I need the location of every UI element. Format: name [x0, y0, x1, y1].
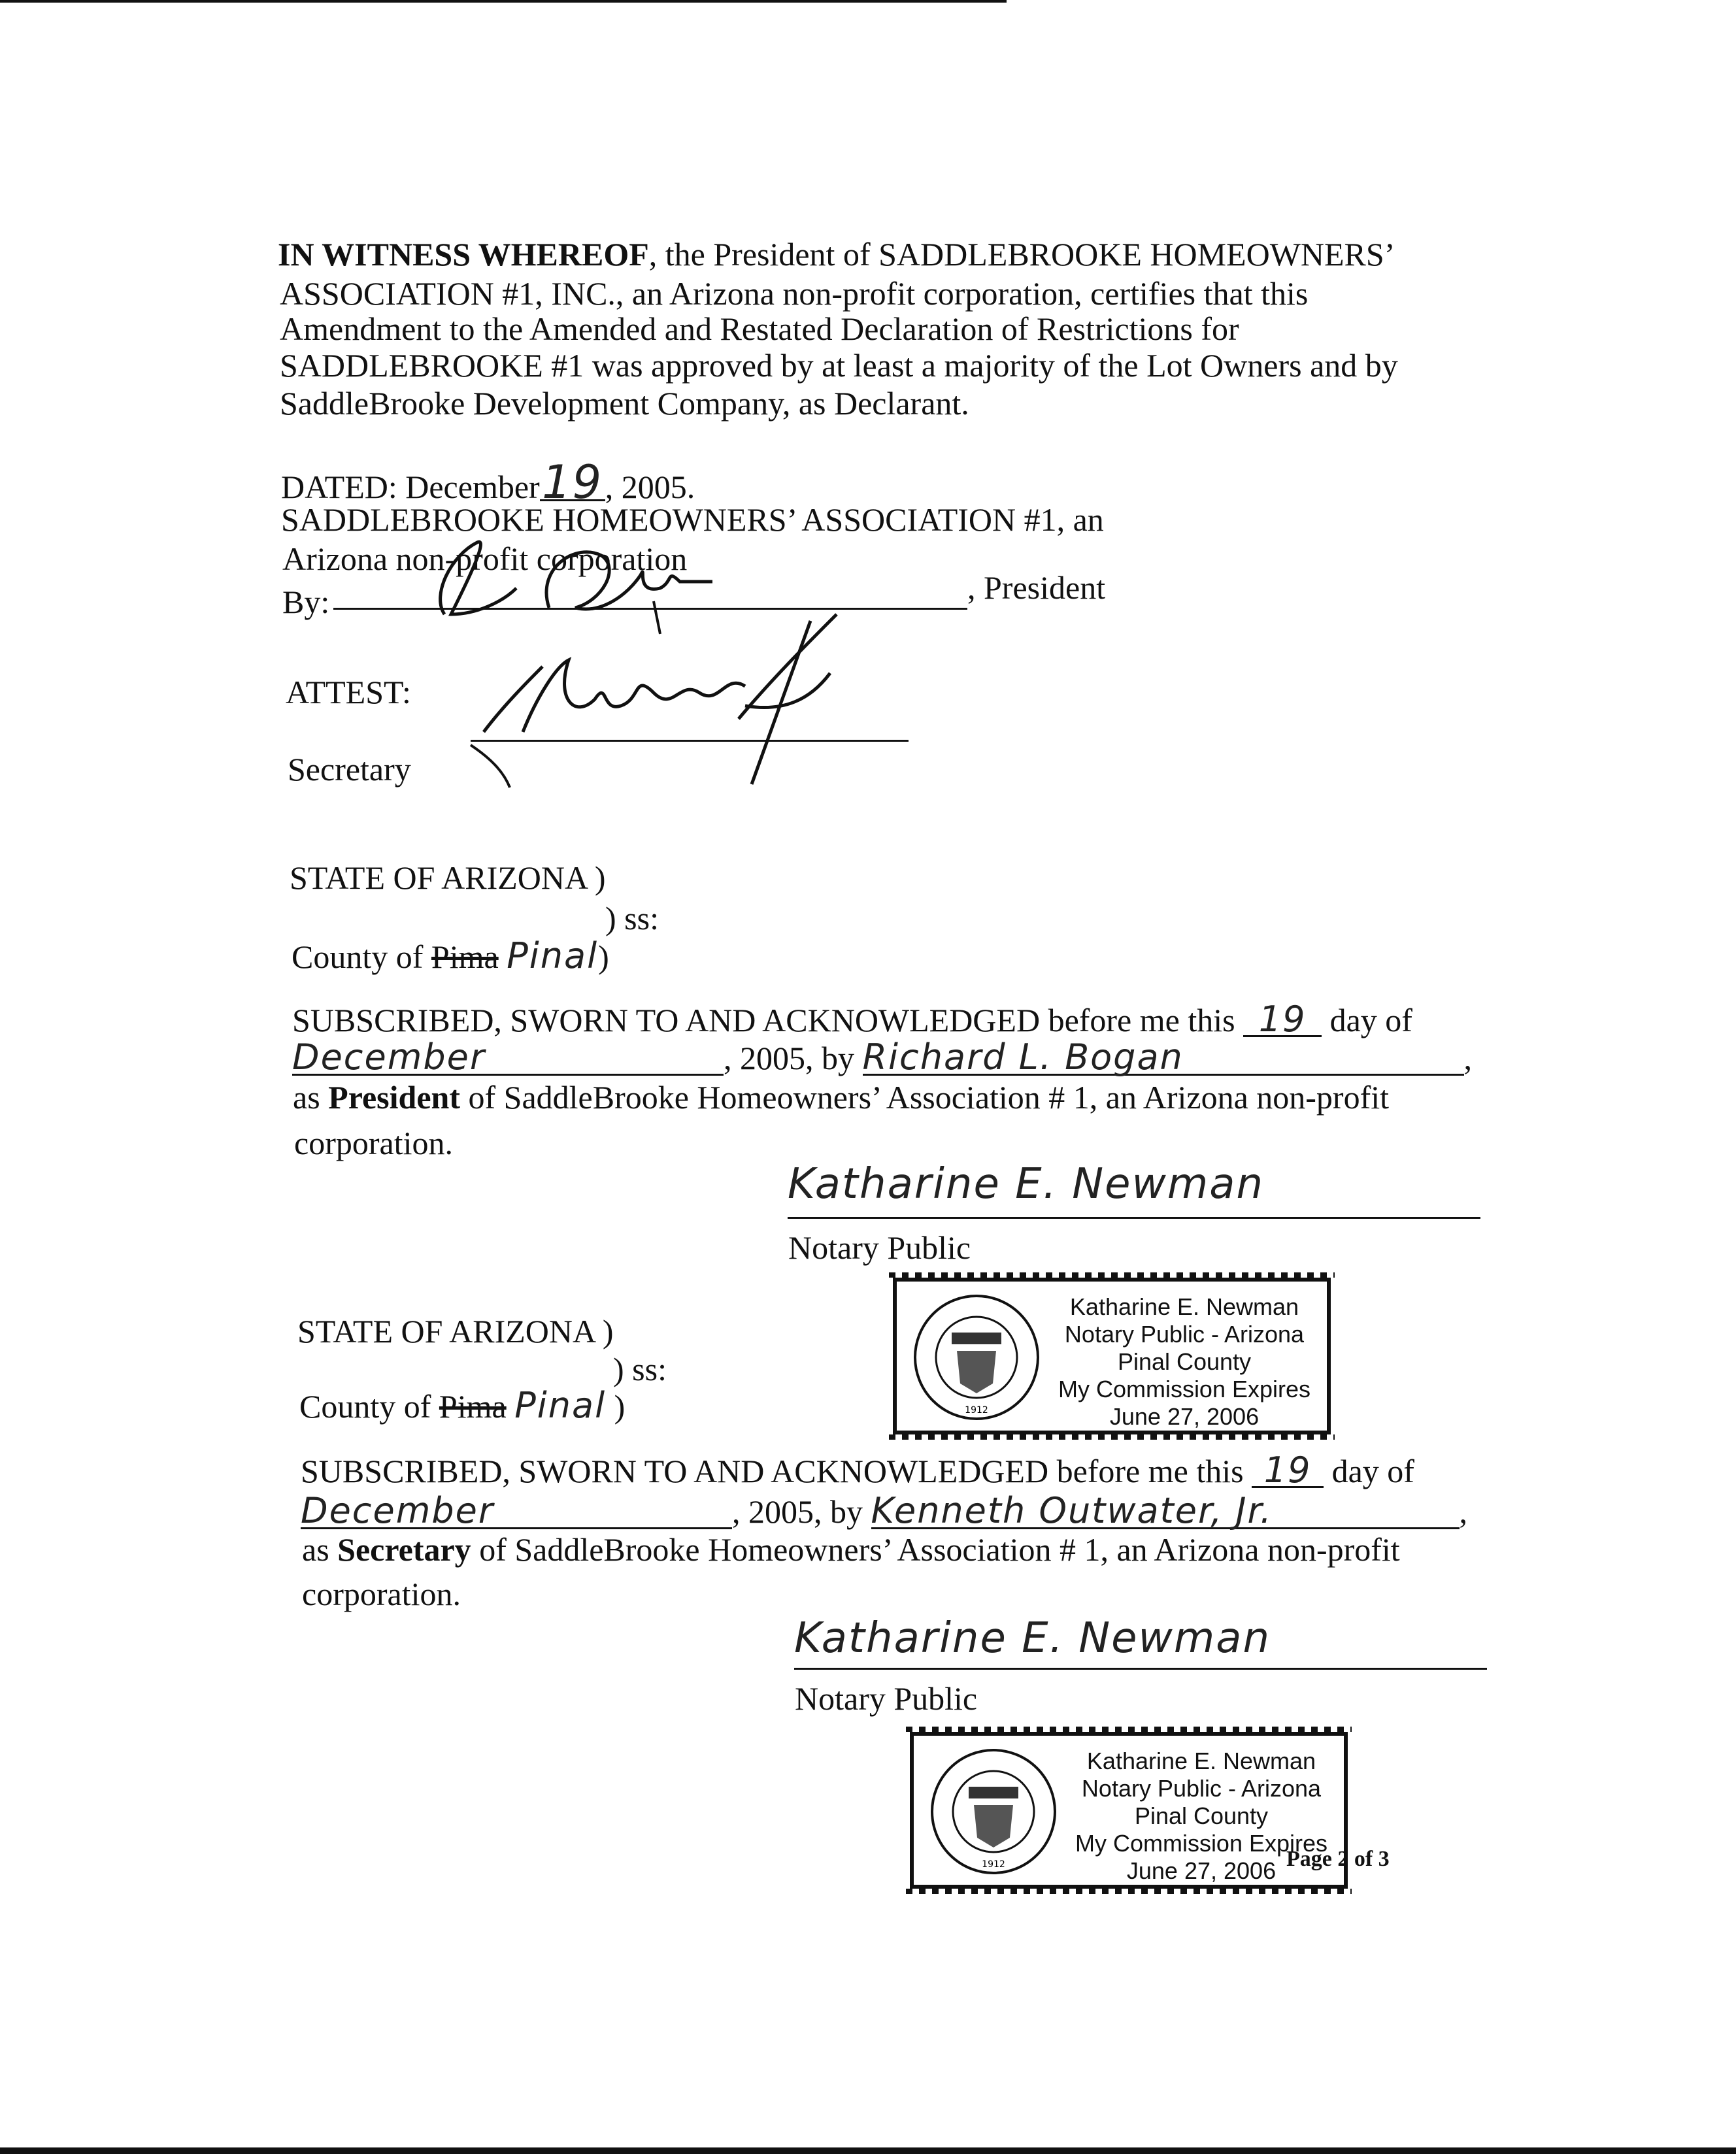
- notary-seal-2: [910, 1732, 1348, 1889]
- notary-seal-1: [893, 1278, 1331, 1434]
- notary2-signature-line: [794, 1668, 1487, 1670]
- notary2-signature: Katharine E. Newman: [794, 1614, 1271, 1663]
- notary2-month-line: December , 2005, by Kenneth Outwater, Jr. ,: [301, 1490, 1467, 1531]
- notary2-ss: ) ss:: [613, 1351, 667, 1387]
- notary2-county-struck: Pima: [439, 1388, 507, 1425]
- president-label: , President: [967, 569, 1106, 606]
- seal2-name: Katharine E. Newman: [1086, 1748, 1316, 1774]
- notary2-name-handwritten: Kenneth Outwater, Jr.: [871, 1495, 1460, 1529]
- assoc-line-2: Arizona non-profit corporation: [282, 540, 688, 577]
- dated-line: DATED: December19, 2005.: [281, 456, 695, 509]
- witness-line-4: SADDLEBROOKE #1 was approved by at least a majority of the Lot Owners and by: [280, 347, 1398, 384]
- notary1-ss: ) ss:: [605, 900, 659, 936]
- notary1-role: President: [328, 1079, 460, 1116]
- seal2-expires: June 27, 2006: [1126, 1857, 1277, 1884]
- notary1-county: County of Pima Pinal): [292, 935, 609, 976]
- seal2-county: Pinal County: [1134, 1802, 1269, 1829]
- notary2-county-handwritten: Pinal: [514, 1385, 607, 1426]
- attest-label: ATTEST:: [286, 674, 411, 710]
- notary1-as-line: as President of SaddleBrooke Homeowners’ Association # 1, an Arizona non-profit: [293, 1079, 1389, 1116]
- notary1-county-struck: Pima: [431, 938, 499, 975]
- notary2-day-handwritten: 19: [1252, 1455, 1324, 1488]
- seal2-commission: My Commission Expires: [1075, 1830, 1328, 1857]
- seal1-commission: My Commission Expires: [1058, 1376, 1311, 1402]
- scan-edge-top: [0, 0, 1007, 3]
- seal1-county: Pinal County: [1117, 1348, 1252, 1375]
- notary2-county: County of Pima Pinal ): [299, 1385, 626, 1426]
- notary2-corp: corporation.: [302, 1576, 461, 1612]
- dated-day-handwritten: 19: [540, 465, 605, 501]
- notary2-subscribed: SUBSCRIBED, SWORN TO AND ACKNOWLEDGED before me this 19 day of: [301, 1450, 1414, 1491]
- secretary-label: Secretary: [288, 751, 411, 787]
- seal2-title: Notary Public - Arizona: [1081, 1775, 1322, 1802]
- notary1-state: STATE OF ARIZONA ): [290, 859, 606, 896]
- notary2-role: Secretary: [337, 1531, 471, 1568]
- notary1-label: Notary Public: [788, 1229, 971, 1266]
- notary1-county-handwritten: Pinal: [507, 935, 599, 976]
- scan-edge-bottom: [0, 2147, 1736, 2154]
- assoc-line-1: SADDLEBROOKE HOMEOWNERS’ ASSOCIATION #1, an: [281, 501, 1104, 538]
- svg-text:1912: 1912: [982, 1859, 1005, 1870]
- notary1-signature: Katharine E. Newman: [788, 1160, 1264, 1208]
- state-seal-icon: [911, 1292, 1042, 1423]
- witness-line-3: Amendment to the Amended and Restated Declaration of Restrictions for: [280, 310, 1239, 347]
- notary1-corp: corporation.: [294, 1125, 453, 1161]
- witness-line-2: ASSOCIATION #1, INC., an Arizona non-profit corporation, certifies that this: [280, 275, 1309, 312]
- notary2-state: STATE OF ARIZONA ): [297, 1313, 614, 1350]
- notary1-day-handwritten: 19: [1243, 1004, 1322, 1037]
- notary1-subscribed: SUBSCRIBED, SWORN TO AND ACKNOWLEDGED before me this 19 day of: [292, 999, 1412, 1040]
- svg-text:1912: 1912: [965, 1405, 988, 1416]
- notary1-signature-line: [788, 1217, 1480, 1219]
- notary2-month-handwritten: December: [301, 1495, 732, 1529]
- notary2-as-line: as Secretary of SaddleBrooke Homeowners’ Association # 1, an Arizona non-profit: [302, 1531, 1400, 1568]
- notary2-label: Notary Public: [795, 1680, 978, 1717]
- witness-lead: IN WITNESS WHEREOF: [278, 236, 649, 273]
- witness-line-5: SaddleBrooke Development Company, as Declarant.: [280, 385, 969, 422]
- notary1-name-handwritten: Richard L. Bogan: [863, 1041, 1464, 1076]
- state-seal-icon: [928, 1746, 1059, 1877]
- page-number: Page 2 of 3: [1286, 1847, 1390, 1871]
- witness-line-1: IN WITNESS WHEREOF, the President of SADDLEBROOKE HOMEOWNERS’: [278, 236, 1395, 273]
- seal1-name: Katharine E. Newman: [1069, 1293, 1299, 1320]
- seal1-title: Notary Public - Arizona: [1064, 1321, 1305, 1348]
- seal1-expires: June 27, 2006: [1109, 1403, 1260, 1430]
- by-label: By:: [282, 584, 330, 620]
- secretary-signature: [444, 601, 876, 797]
- notary1-month-line: December , 2005, by Richard L. Bogan ,: [292, 1036, 1472, 1078]
- notary1-month-handwritten: December: [292, 1041, 724, 1076]
